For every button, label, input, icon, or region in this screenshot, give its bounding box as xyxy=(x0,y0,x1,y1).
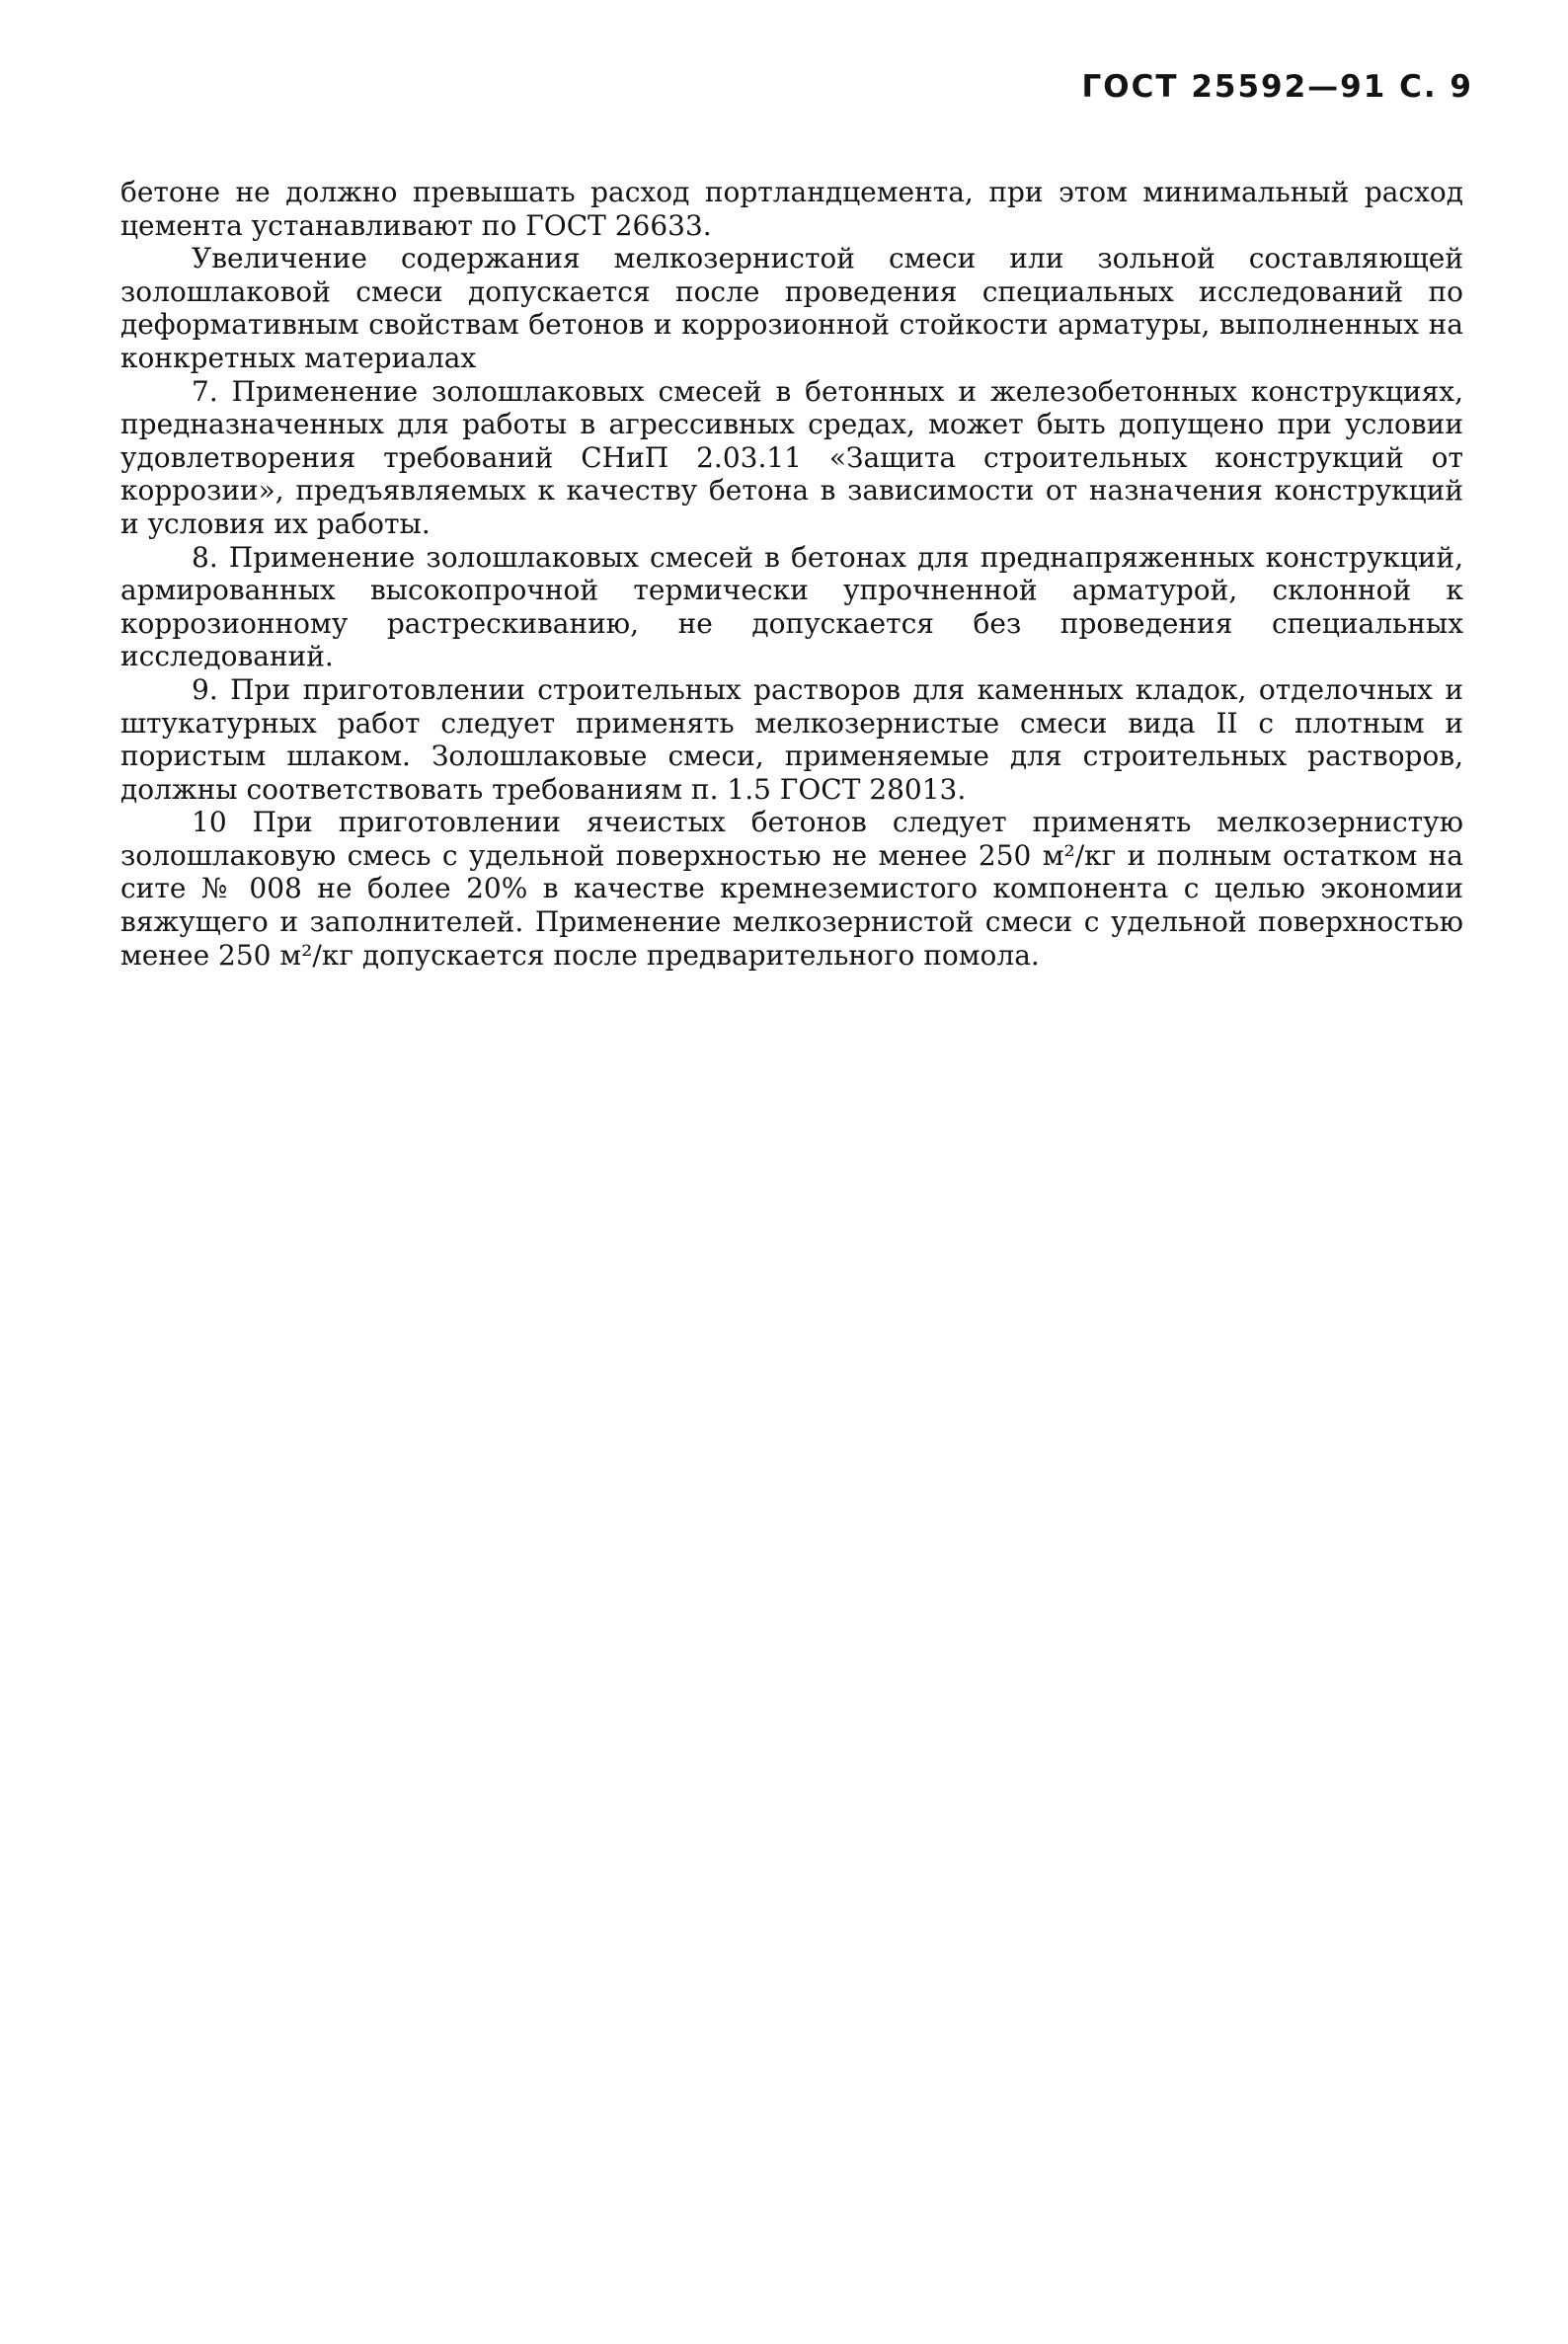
paragraph-item-10: 10 При приготовлении ячеистых бетонов следует применять мелкозернистую золошлаковую смесь с удельной поверхностью не менее 250 м²/кг и полным остатком на сите № 008 не более 20% в качестве кремнеземистого компонента с целью экономии вяжущего и заполнителей. Применение мелкозернистой смеси с удельной поверхностью менее 250 м²/кг допускается после предварительного помола. xyxy=(120,806,1463,972)
paragraph-ash-content-increase: Увеличение содержания мелкозернистой смеси или зольной составляющей золошлаковой смеси допускается после проведения специальных исследований по деформативным свойствам бетонов и коррозионной стойкости арматуры, выполненных на конкретных материалах xyxy=(120,242,1463,374)
paragraph-item-8: 8. Применение золошлаковых смесей в бетонах для преднапряженных конструкций, армированных высокопрочной термически упрочненной арматурой, склонной к коррозионному растрескиванию, не допускается без проведения специальных исследований. xyxy=(120,540,1463,673)
paragraph-item-9: 9. При приготовлении строительных растворов для каменных кладок, отделочных и штукатурных работ следует применять мелкозернистые смеси вида II с плотным и пористым шлаком. Золошлаковые смеси, применяемые для строительных растворов, должны соответствовать требованиям п. 1.5 ГОСТ 28013. xyxy=(120,672,1463,806)
document-body xyxy=(120,176,1463,972)
page-header: ГОСТ 25592—91 С. 9 xyxy=(1081,69,1473,105)
paragraph-item-7: 7. Применение золошлаковых смесей в бетонных и железобетонных конструкциях, предназначенных для работы в агрессивных средах, может быть допущено при условии удовлетворения требований СНиП 2.03.11 «Защита строительных конструкций от коррозии», предъявляемых к качеству бетона в зависимости от назначения конструкций и условия их работы. xyxy=(120,374,1463,540)
paragraph-continuation: бетоне не должно превышать расход портландцемента, при этом минимальный расход цемента устанавливают по ГОСТ 26633. xyxy=(120,176,1463,242)
